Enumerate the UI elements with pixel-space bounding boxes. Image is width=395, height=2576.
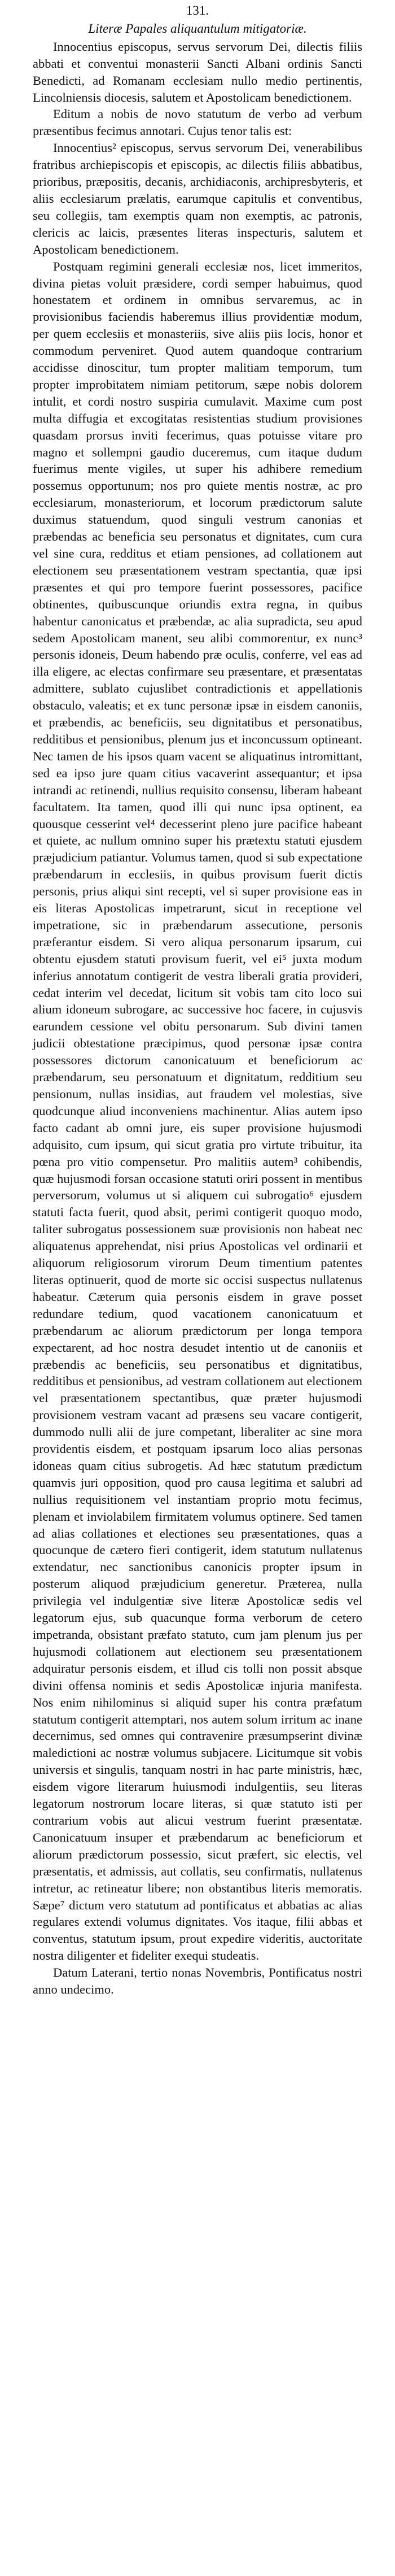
paragraph-salutation: Innocentius episcopus, servus servorum Dei, dilectis filiis abbati et conventui monasterii Sancti Albani ordinis Sancti Benedicti, ad Romanam ecclesiam nullo medio pertinentis, Lincolniensis diocesis, salutem et Apostolicam benedictionem. — [33, 39, 362, 105]
paragraph-statute-address: Innocentius² episcopus, servus servorum Dei, venerabilibus fratribus archiepiscopis et episcopis, ac dilectis filiis abbatibus, prioribus, præpositis, decanis, archidiaconis, archipresbyteris, et aliis ecclesiarum prælatis, earumque capitulis et conventibus, seu collegiis, tam exemptis quam non exemptis, ac patronis, clericis ac laicis, præsentes literas inspecturis, salutem et Apostolicam benedictionem. — [33, 141, 362, 256]
document-title: Literæ Papales aliquantulum mitigatoriæ. — [88, 21, 307, 36]
document-body — [33, 38, 362, 1998]
paragraph-dating-clause: Datum Laterani, tertio nonas Novembris, Pontificatus nostri anno undecimo. — [33, 1965, 362, 1997]
paragraph-statute-body: Postquam regimini generali ecclesiæ nos, licet immeritos, divina pietas voluit præsidere, cordi semper habuimus, quod honestatem et ordinem in omnibus servaremus, ac in provisionibus faciendis haberemus illius providentiæ modum, per quem ecclesiis et monasteriis, sive aliis piis locis, honor et commodum perveniret. Quod autem quandoque contrarium accidisse dinoscitur, tum propter malitiam temporum, tum propter improbitatem nimiam petitorum, sæpe nobis dolorem intulit, et cordi nostro suspiria cumulavit. Maxime cum post multa diffugia et excogitatas resistentias studium provisiones quasdam prorsus inviti fecerimus, quas potuisse vitare pro magno et sollempni gaudio duceremus, cum itaque dudum fuerimus mente vigiles, ut super his adhibere remedium possemus opportunum; nos pro quiete mentis nostræ, ac pro ecclesiarum, monasteriorum, et locorum prædictorum salute duximus statuendum, quod singuli vestrum canonias et præbendas ac beneficia seu personatus et dignitates, cum cura vel sine cura, redditus et etiam pensiones, ad collationem aut electionem seu præsentationem vestram spectantia, quæ ipsi præsentes et qui pro tempore fuerint possessores, pacifice obtinentes, quibuscunque oriundis extra regna, in quibus habentur canonicatus et præbendæ, ac alia supradicta, seu apud sedem Apostolicam manent, seu alibi commorentur, ex nunc³ personis idoneis, Deum habendo præ oculis, conferre, vel eas ad illa eligere, ac electas confirmare seu præsentare, et præsentatas admittere, sublato cujuslibet contradictionis et appellationis obstaculo, valeatis; et ex tunc personæ ipsæ in eisdem canoniis, et præbendis, ac beneficiis, seu dignitatibus et personatibus, redditibus et pensionibus, plenum jus et inconcussum optineant. Nec tamen de his ipsos quam vacent se aliquatinus intromittant, sed ea ipso jure quam citius vacaverint assequantur; et ipsa intrandi ac retinendi, nullius requisito consensu, liberam habeant facultatem. Ita tamen, quod illi qui nunc ipsa optinent, ea quousque cesserint vel⁴ decesserint pleno jure pacifice habeant et quiete, ac nullum omnino super his prætextu statuti ejusdem præjudicium patiantur. Volumus tamen, quod si sub expectatione præbendarum in ecclesiis, in quibus provisum fuerit dictis personis, prius aliqui sint recepti, vel si super provisione eas in eis literas Apostolicas impetrarunt, sicut in receptione vel impetratione, sic in præbendarum assecutione, personis præferantur eisdem. Si vero aliqua personarum ipsarum, cui obtentu ejusdem statuti provisum fuerit, vel ei⁵ juxta modum inferius annotatum contigerit de vestra liberali gratia provideri, cedat interim vel decedat, licitum sit vobis tam cito loco sui alium idoneum subrogare, ac successive hoc facere, in cujusvis earundem cessione vel obitu personarum. Sub divini tamen judicii obtestatione præcipimus, quod personæ ipsæ contra possessores dictorum canonicatuum et beneficiorum ac præbendarum, seu personatuum et dignitatum, redditium seu pensionum, nullas insidias, aut fraudem vel molestias, sive quodcunque aliud inconveniens machinentur. Alias autem ipso facto cadant ab omni jure, eis super provisione hujusmodi adquisito, cum ipsum, qui sicut gratia pro virtute tribuitur, ita pœna pro vitio compensetur. Pro malitiis autem³ cohibendis, quæ hujusmodi forsan occasione statuti oriri possent in mentibus perversorum, volumus ut si aliquem cui subrogatio⁶ ejusdem statuti facta fuerit, quod absit, perimi contigerit quoquo modo, taliter subrogatus possessionem suæ provisionis non habeat nec aliquatenus apprehendat, nisi prius Apostolicas vel ordinarii et aliquorum religiosorum virorum Deum timentium patentes literas optinuerit, quod de morte sic occisi suspectus nullatenus habeatur. Cæterum quia personis eisdem in grave posset redundare tedium, quod vacationem canonicatuum et præbendarum ac aliorum prædictorum per longa tempora expectarent, ad hoc nostra desudet intentio ut de canoniis et præbendis ac beneficiis, seu personatibus et dignitatibus, redditibus et pensionibus, ad vestram collationem aut electionem vel præsentationem spectantibus, quæ præter hujusmodi provisionem vestram vacant ad præsens seu vacare contigerit, dummodo nulli alii de jure competant, liberaliter ac sine mora providentis eisdem, et postquam ipsarum loco alias personas idoneas quam citius subrogetis. Ad hæc statutum prædictum quamvis juri opposition, quod pro causa legitima et salubri ad nullius requisitionem vel instantiam proprio motu fecimus, plenam et inviolabilem firmitatem volumus optinere. Sed tamen ad alias collationes et electiones seu præsentationes, quas a quocunque de cætero fieri contigerit, idem statutum nullatenus extendatur, nec sanctionibus canonicis propter ipsum in posterum aliquod præjudicium generetur. Præterea, nulla privilegia vel indulgentiæ sive literæ Apostolicæ sedis vel legatorum ejus, sub quacunque forma verborum de cetero impetranda, obsistant præfato statuto, cum jam plenum jus per hujusmodi collationem aut electionem seu præsentationem adquiratur personis eisdem, et illud cis tolli non possit absque divini offensa nominis et sedis Apostolicæ injuria manifesta. Nos enim nihilominus si aliquid super his contra præfatum statutum contigerit attemptari, nos autem solum irritum ac inane decernimus, sed omnes qui contravenire præsumpserint divinæ maledictioni ac nostræ volumus subjacere. Licitumque sit vobis universis et singulis, tanquam nostri in hac parte ministris, hæc, eisdem vigore literarum huiusmodi indulgentiis, seu literas legatorum nostrorum locare literas, si quæ statuto isti per contrarium vobis aut alicui vestrum fuerint præsentatæ. Canonicatuum insuper et præbendarum ac beneficiorum et aliorum prædictorum possessio, sicut præfert, sic electis, vel præsentatis, et admissis, aut collatis, seu confirmatis, nullatenus intretur, ac retineatur libere; non obstantibus literis memoratis. Sæpe⁷ dictum vero statutum ad pontificatus et abbatias ac alias regulares extendi volumus dignitates. Vos itaque, filii abbas et conventus, statutum ipsum, prout expedire videritis, auctoritate nostra diligenter et fideliter exequi studeatis. — [33, 259, 362, 1963]
page-number: 131. — [186, 3, 209, 18]
paragraph-statute-intro: Editum a nobis de novo statutum de verbo ad verbum præsentibus fecimus annotari. Cujus tenor talis est: — [33, 107, 362, 138]
